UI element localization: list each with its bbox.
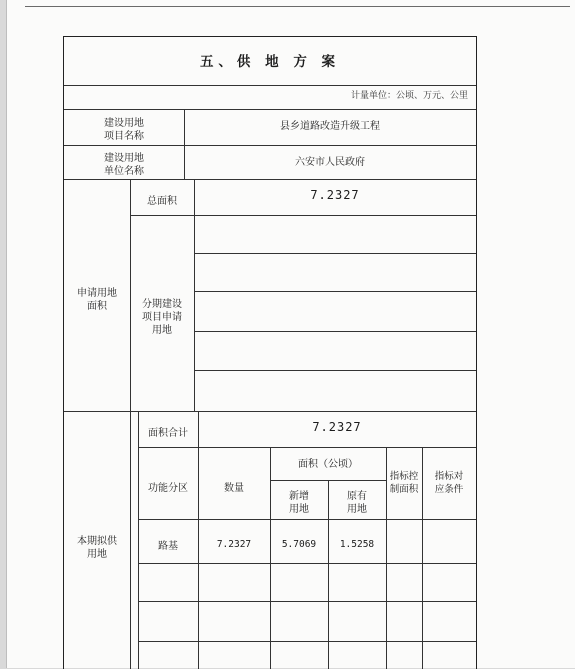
- supply-plan-table: [63, 36, 477, 669]
- total-area-value: 7.2327: [310, 188, 360, 202]
- unit-name-value: 六安市人民政府: [295, 157, 365, 168]
- col-existing-land-header: 原有 用地: [347, 491, 367, 515]
- project-name-label: 建设用地 项目名称: [104, 118, 144, 142]
- row-existing-land: 1.5258: [339, 539, 375, 550]
- col-zone-header: 功能分区: [148, 483, 188, 494]
- supply-section-label: 本期拟供 用地: [77, 536, 117, 560]
- page-title: 五、供 地 方 案: [199, 54, 341, 70]
- area-sum-value: 7.2327: [312, 420, 362, 434]
- area-sum-label: 面积合计: [148, 428, 188, 439]
- col-quantity-header: 数量: [224, 483, 244, 494]
- col-quota-conditions-header: 指标对 应条件: [434, 471, 464, 495]
- phased-land-label: 分期建设 项目申请 用地: [142, 299, 182, 336]
- total-area-label: 总面积: [147, 196, 177, 207]
- row-new-land: 5.7069: [281, 539, 317, 550]
- unit-note: 计量单位：公顷、万元、公里: [350, 91, 468, 101]
- row-quantity: 7.2327: [216, 539, 252, 550]
- col-area-group-header: 面积（公顷）: [298, 459, 358, 470]
- page-top-rule: [25, 6, 570, 7]
- col-quota-area-header: 指标控 制面积: [389, 471, 419, 495]
- row-zone: 路基: [158, 541, 178, 552]
- unit-name-label: 建设用地 单位名称: [104, 153, 144, 177]
- document-page: [6, 0, 575, 668]
- project-name-value: 县乡道路改造升级工程: [280, 121, 380, 132]
- apply-section-label: 申请用地 面积: [77, 288, 117, 312]
- col-new-land-header: 新增 用地: [289, 491, 309, 515]
